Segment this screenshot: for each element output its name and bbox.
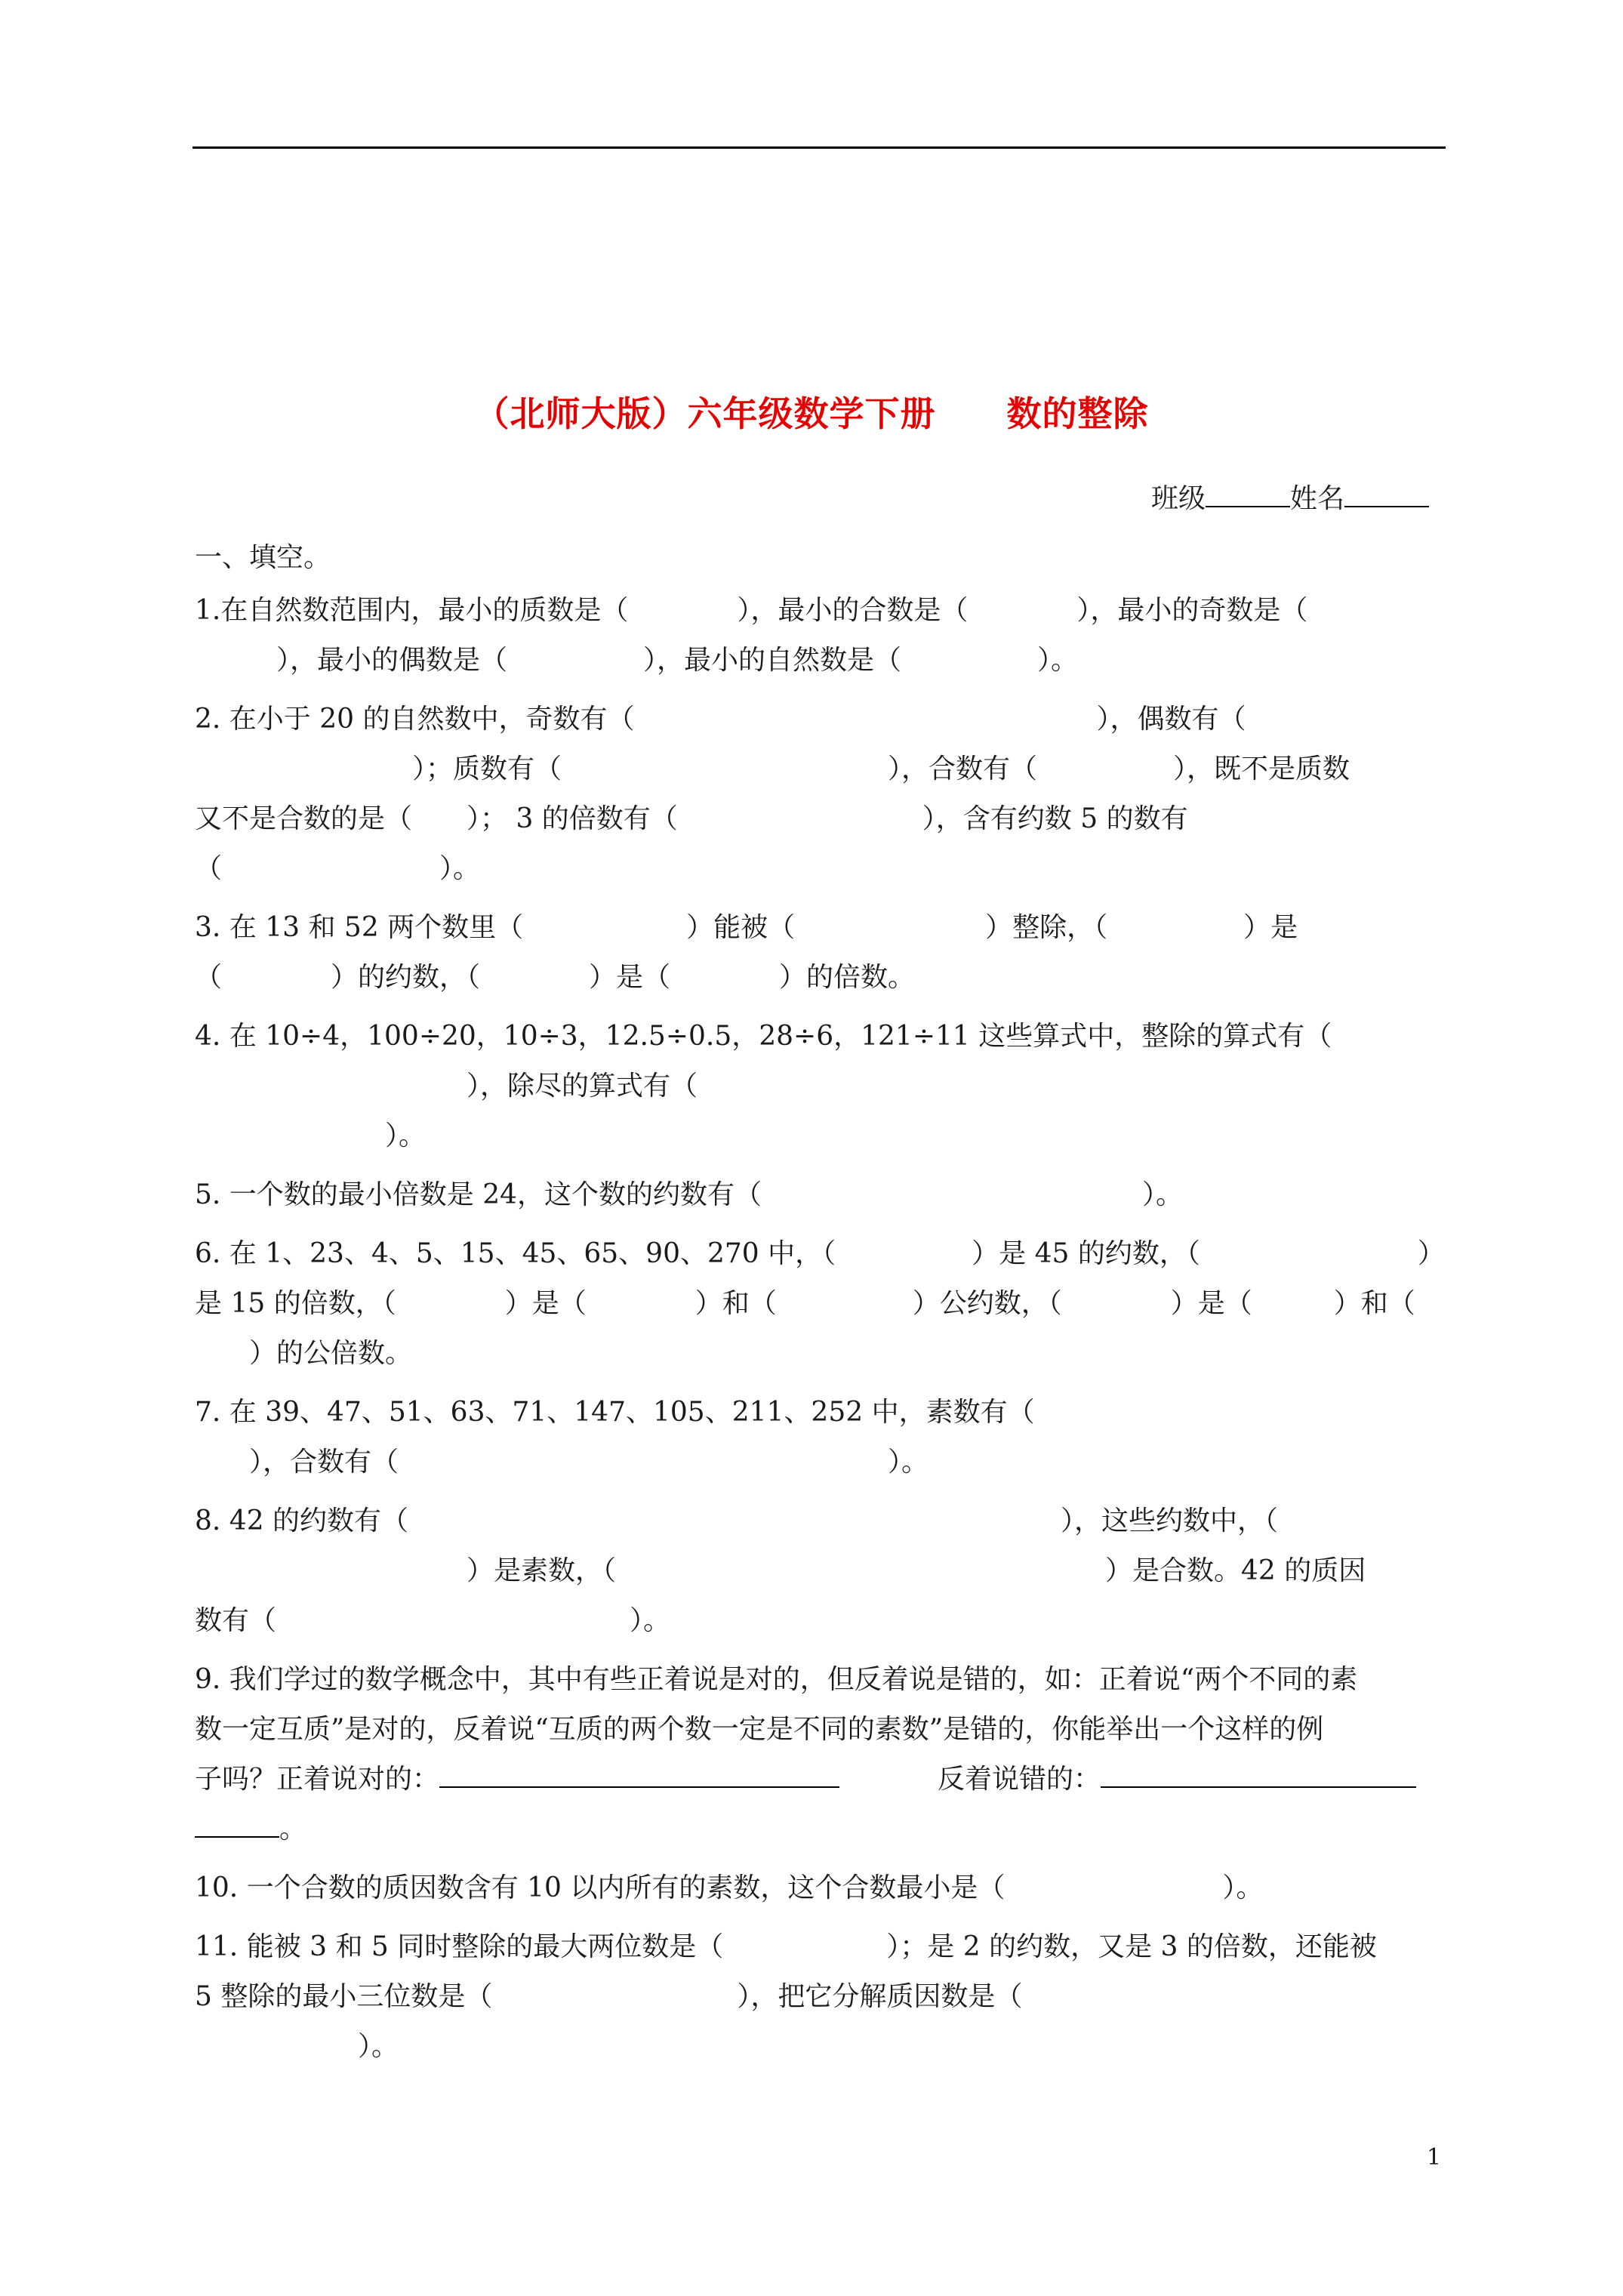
header-rule — [192, 146, 1446, 149]
name-label: 姓名 — [1290, 483, 1345, 514]
correct-statement-blank[interactable] — [439, 1762, 839, 1788]
question-line: ）。 — [195, 2031, 399, 2062]
question-line: （ ）。 — [195, 853, 481, 884]
question-line: 1.在自然数范围内，最小的质数是（ ），最小的合数是（ ），最小的奇数是（ — [195, 595, 1308, 626]
page-title: （北师大版）六年级数学下册 数的整除 — [474, 393, 1149, 434]
question-line: 数有（ ）。 — [195, 1605, 671, 1636]
question-line: 10. 一个合数的质因数含有 10 以内所有的素数，这个合数最小是（ ）。 — [195, 1872, 1264, 1903]
name-blank[interactable] — [1344, 483, 1429, 507]
question-line: ），除尽的算式有（ — [195, 1071, 698, 1102]
wrong-statement-label: 反着说错的： — [938, 1764, 1101, 1795]
question-line: 数一定互质”是对的，反着说“互质的两个数一定是不同的素数”是错的，你能举出一个这样的例 — [195, 1714, 1324, 1745]
question-line: ），合数有（ ）。 — [195, 1447, 929, 1478]
question-line: ）；质数有（ ），合数有（ ），既不是质数 — [195, 754, 1350, 784]
class-name-fields — [1151, 477, 1429, 516]
period: 。 — [279, 1814, 307, 1845]
question-line: 2. 在小于 20 的自然数中，奇数有（ ），偶数有（ — [195, 704, 1246, 735]
question-line: 5 整除的最小三位数是（ ），把它分解质因数是（ — [195, 1981, 1023, 2012]
question-line: ）是素数，（ ）是合数。42 的质因 — [195, 1555, 1366, 1586]
question-line: 8. 42 的约数有（ ），这些约数中，（ — [195, 1505, 1279, 1536]
question-line: ）。 — [195, 1120, 427, 1151]
question-line: 又不是合数的是（ ）； 3 的倍数有（ ），含有约数 5 的数有 — [195, 803, 1188, 834]
question-line: 4. 在 10÷4，100÷20，10÷3，12.5÷0.5，28÷6，121÷11 这些算式中，整除的算式有（ — [195, 1021, 1332, 1052]
question-line: 9. 我们学过的数学概念中，其中有些正着说是对的，但反着说是错的，如：正着说“两个不同的素 — [195, 1664, 1358, 1695]
correct-statement-label: 子吗？正着说对的： — [195, 1764, 440, 1795]
wrong-statement-blank-continued[interactable] — [195, 1812, 279, 1838]
question-line: ），最小的偶数是（ ），最小的自然数是（ ）。 — [195, 645, 1079, 676]
question-line: ）的公倍数。 — [195, 1338, 413, 1369]
question-line: 6. 在 1、23、4、5、15、45、65、90、270 中，（ ）是 45 的约数，（ ） — [195, 1238, 1445, 1269]
wrong-statement-blank[interactable] — [1101, 1762, 1416, 1788]
question-line: 是 15 的倍数，（ ）是（ ）和（ ）公约数，（ ）是（ ）和（ — [195, 1288, 1415, 1319]
section-heading: 一、填空。 — [195, 542, 331, 573]
question-line: 5. 一个数的最小倍数是 24，这个数的约数有（ ）。 — [195, 1179, 1184, 1210]
question-line — [195, 1812, 306, 1847]
class-blank[interactable] — [1206, 483, 1290, 507]
page-number: 1 — [1427, 2144, 1442, 2171]
question-line: 3. 在 13 和 52 两个数里（ ）能被（ ）整除，（ ）是 — [195, 912, 1298, 943]
question-line: 7. 在 39、47、51、63、71、147、105、211、252 中，素数有（ — [195, 1397, 1035, 1428]
class-label: 班级 — [1151, 483, 1206, 514]
question-line — [195, 1762, 1416, 1797]
question-line: （ ）的约数，（ ）是（ ）的倍数。 — [195, 962, 916, 993]
question-line: 11. 能被 3 和 5 同时整除的最大两位数是（ ）；是 2 的约数，又是 3 的倍数，还能被 — [195, 1931, 1377, 1962]
